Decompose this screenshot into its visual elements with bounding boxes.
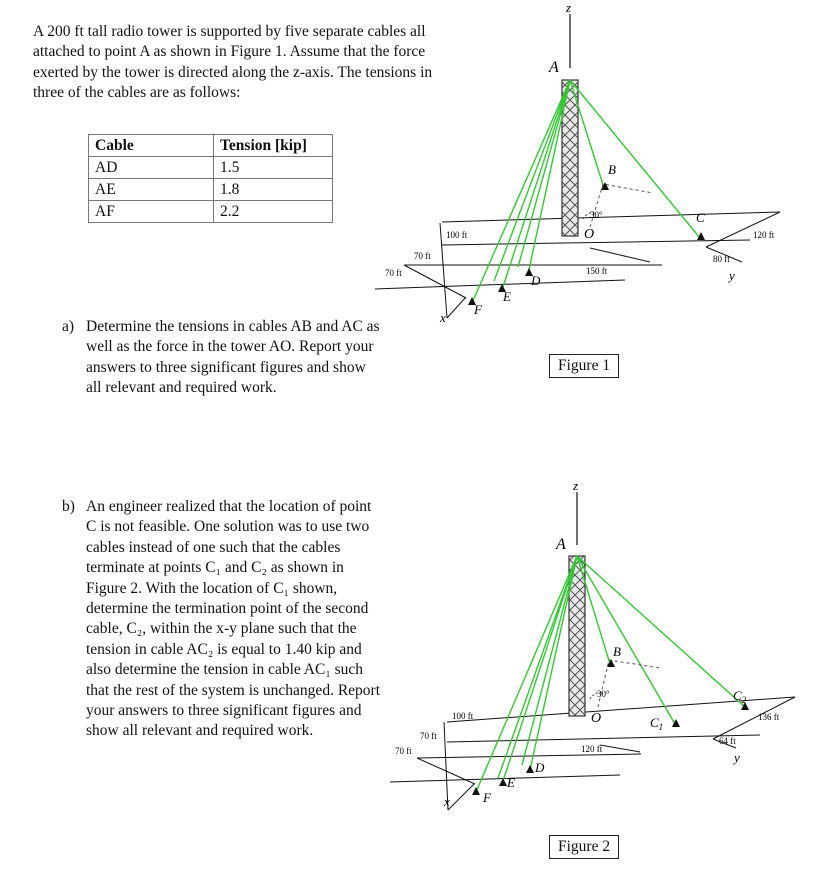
table-header: Cable <box>89 135 214 157</box>
figure-2 <box>390 478 795 810</box>
figure-1 <box>375 0 780 325</box>
point-c1-label: $C_1$ <box>650 715 664 732</box>
question-b-label: b) <box>62 498 75 515</box>
table-cell: AE <box>89 179 214 201</box>
point-f-label: F <box>483 790 491 805</box>
dim-136: 136 ft <box>758 712 780 722</box>
point-e-label: E <box>507 775 515 790</box>
point-d-label: D <box>531 273 541 288</box>
figure-2-caption: Figure 2 <box>549 835 619 859</box>
point-o-label: O <box>591 711 602 726</box>
point-d-label: D <box>535 760 545 775</box>
z-label: z <box>566 0 572 15</box>
table-cell: 2.2 <box>214 201 333 223</box>
point-b-label: B <box>608 162 616 177</box>
dim-64: 64 ft <box>719 736 736 746</box>
table-cell: 1.8 <box>214 179 333 201</box>
table-header: Tension [kip] <box>214 135 333 157</box>
point-c2-label: $C_2$ <box>733 688 747 705</box>
question-b-text: An engineer realized that the location of point C is not feasible. One solution was to use two cables instead of one such that the cables terminate at points C₁ and C₂ as shown in Figure 2. With the location of C₁ shown, determine the termination point of the second cable, C₂, within the x-y plane such that the tension in cable AC₂ is equal to 1.40 kip and also determine the tension in cable AC₁ such that the rest of the system is unchanged. Report your answers to three significant figures and show all relevant and required work. <box>86 498 381 740</box>
point-e-label: E <box>503 289 511 304</box>
dim-70b: 70 ft <box>385 268 402 278</box>
point-b-label: B <box>613 644 621 659</box>
y-axis-label: y <box>734 750 740 765</box>
dim-100: 100 ft <box>452 711 474 721</box>
question-a-text: Determine the tensions in cables AB and AC as well as the force in the tower AO. Report your answers to three significant figures and show all relevant and required work. <box>86 318 380 397</box>
anchor-d <box>526 765 534 773</box>
dim-70a: 70 ft <box>414 251 431 261</box>
dim-120: 120 ft <box>753 230 775 240</box>
dim-70a: 70 ft <box>420 731 437 741</box>
x-axis-label: x <box>444 794 450 809</box>
dim-80: 80 ft <box>713 254 730 264</box>
x-axis-label: x <box>440 310 446 325</box>
anchor-e <box>499 778 507 786</box>
table-cell: 1.5 <box>214 157 333 179</box>
dim-150: 150 ft <box>586 266 608 276</box>
z-label: z <box>573 478 579 493</box>
figure-1-caption: Figure 1 <box>549 354 619 378</box>
point-f-label: F <box>474 302 482 317</box>
y-axis-label: y <box>729 268 735 283</box>
angle-label: 30° <box>590 210 603 220</box>
dim-70b: 70 ft <box>395 746 412 756</box>
projection-dashed <box>590 184 653 227</box>
dim-100: 100 ft <box>446 230 468 240</box>
dim-120: 120 ft <box>581 744 603 754</box>
point-o-label: O <box>584 227 595 242</box>
point-c-label: C <box>696 210 705 225</box>
table-cell: AF <box>89 201 214 223</box>
point-a-label: A <box>556 536 566 553</box>
angle-label: 30° <box>597 689 610 699</box>
anchor-f <box>472 787 480 795</box>
point-a-label: A <box>549 59 559 76</box>
question-a-label: a) <box>62 318 75 335</box>
table-cell: AD <box>89 157 214 179</box>
problem-intro: A 200 ft tall radio tower is supported by five separate cables all attached to point A as shown in Figure 1. Assume that the force exerted by the tower is directed along the z-axis. The tensions in three of the cables are as follows: <box>33 23 433 102</box>
